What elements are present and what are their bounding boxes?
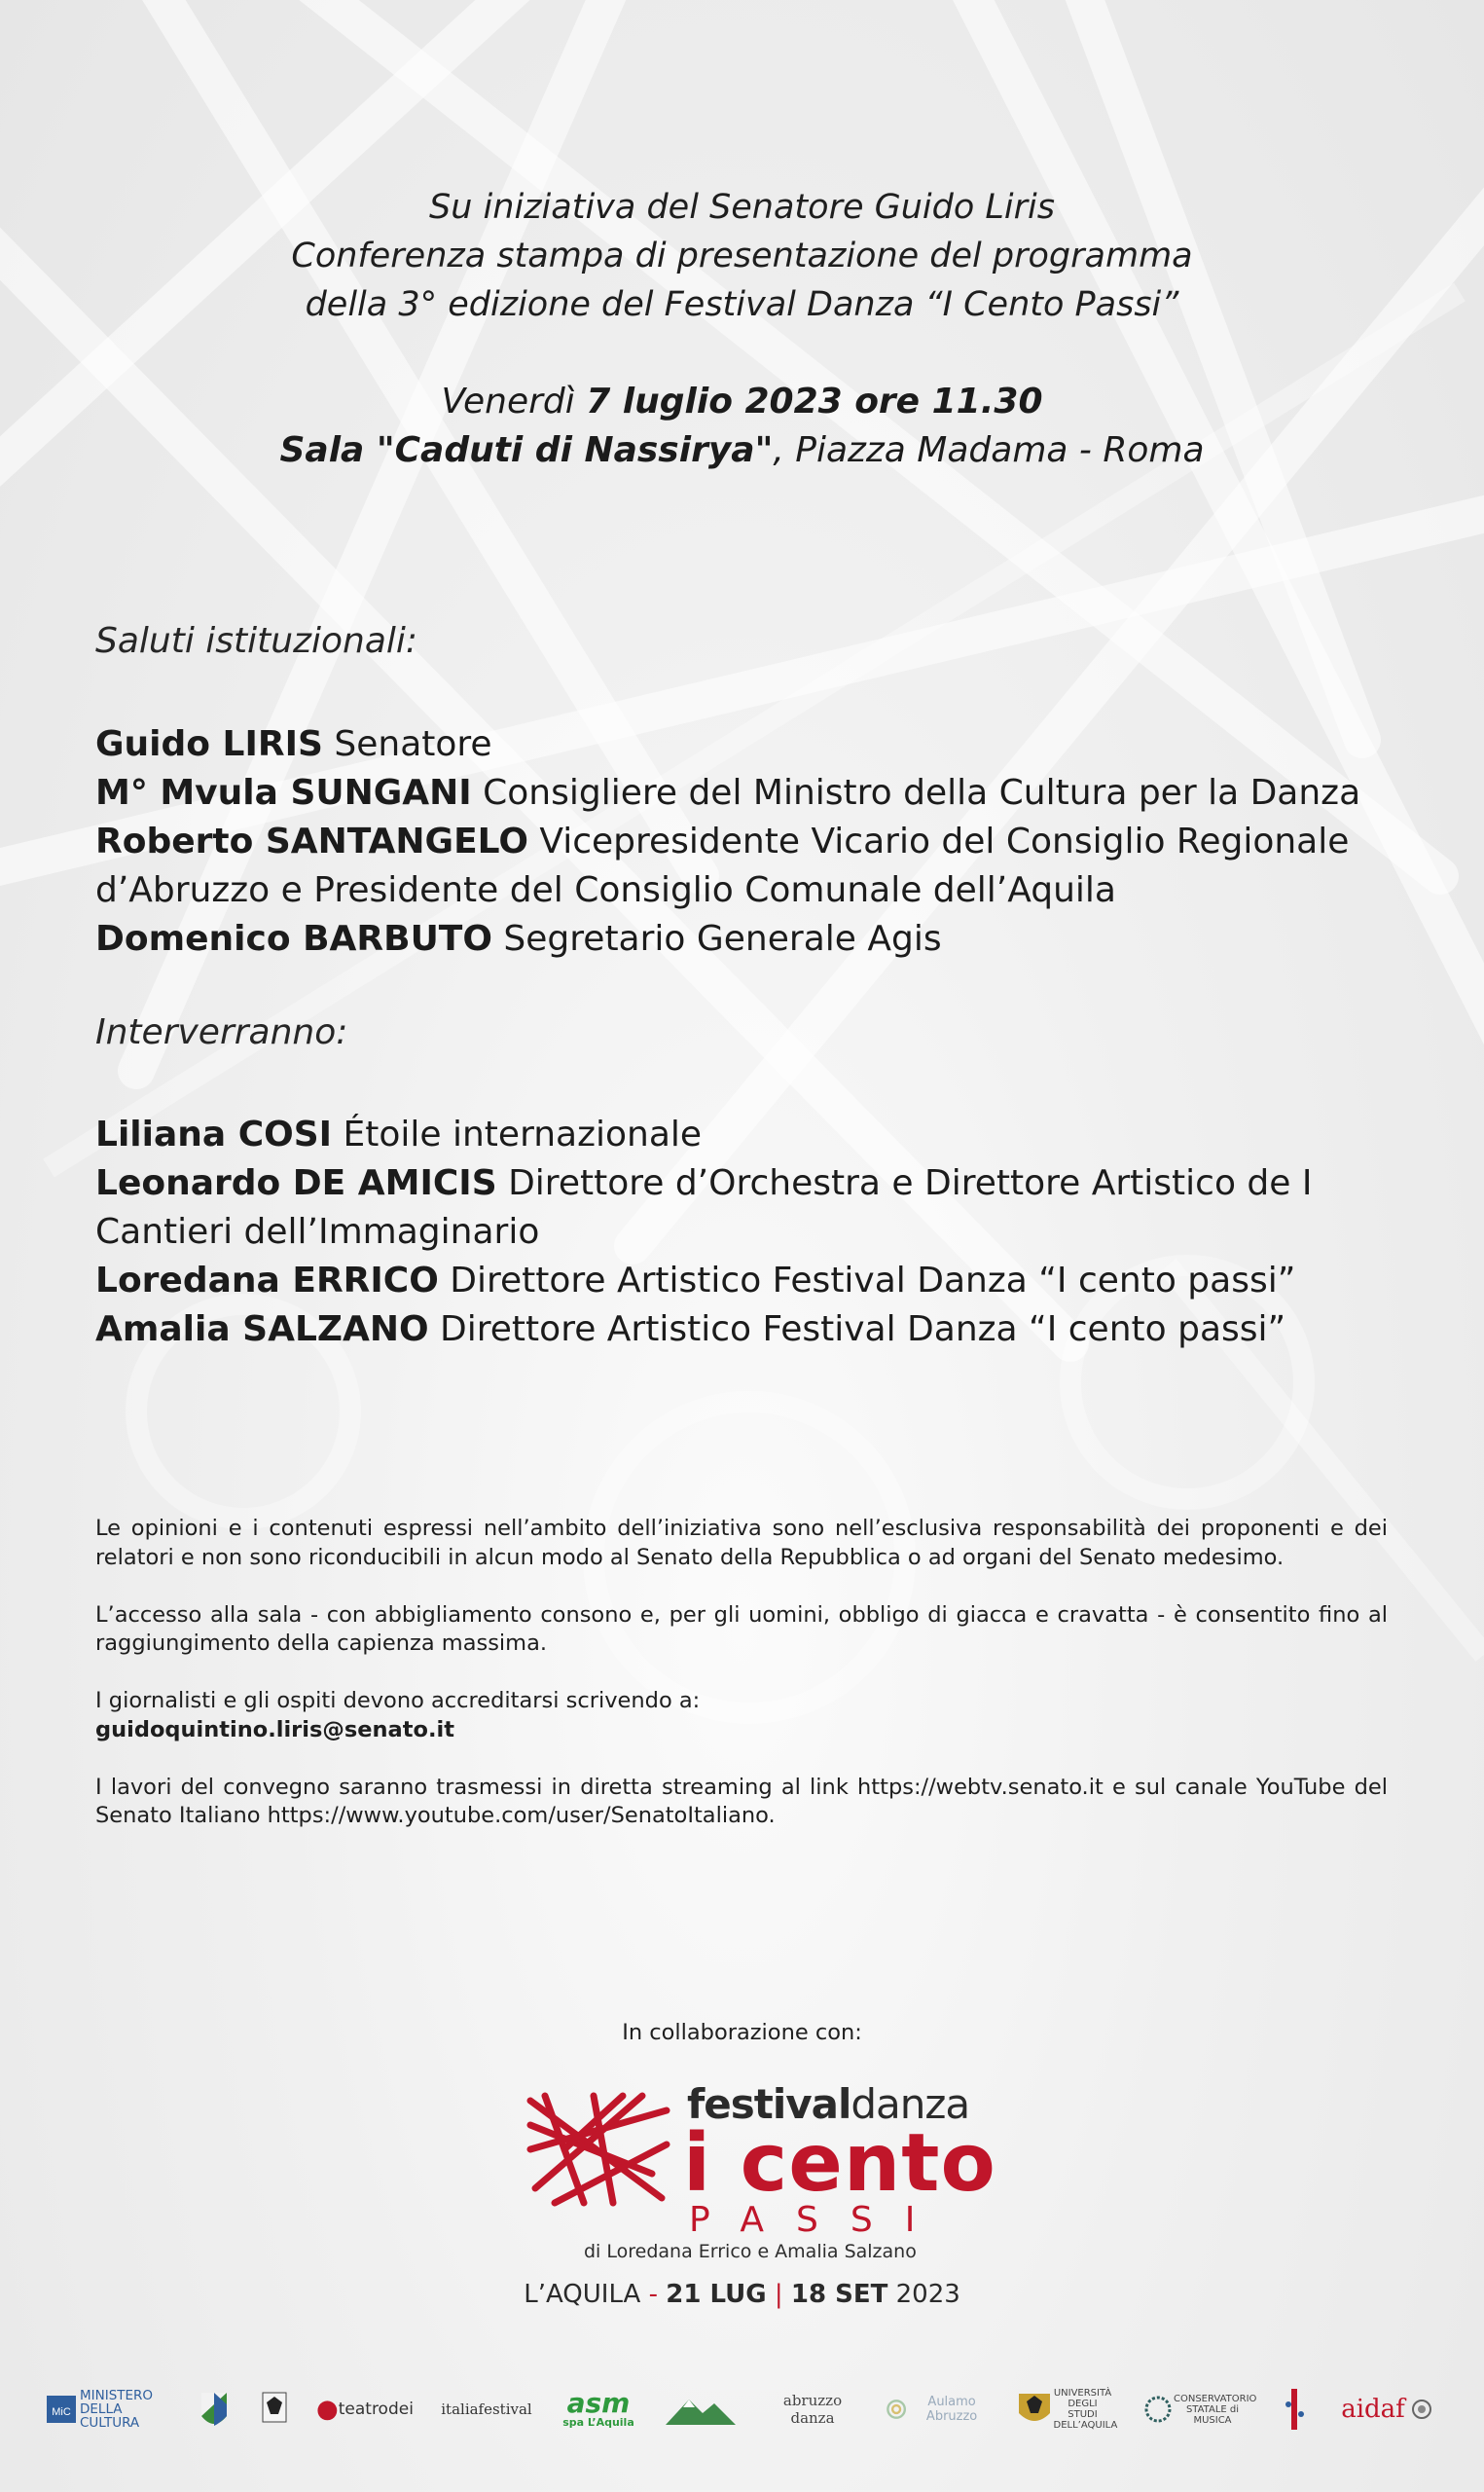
- event-day: Venerdì: [441, 382, 587, 421]
- conservatorio-icon: [1142, 2394, 1174, 2425]
- sponsor-asm: [555, 2375, 642, 2443]
- dates-city: L’AQUILA: [524, 2280, 641, 2309]
- wordmark-icento: i cento: [683, 2117, 996, 2210]
- person-name: Amalia SALZANO: [95, 1309, 429, 1349]
- person-name: Domenico BARBUTO: [95, 919, 492, 959]
- dates-start: 21 LUG: [666, 2280, 767, 2309]
- speaker-person: [95, 1159, 1321, 1257]
- aulamo-swirl-icon: [886, 2396, 907, 2423]
- festival-logo-mark-icon: [525, 2091, 671, 2208]
- mic-text-2: DELLA: [80, 2401, 123, 2417]
- univaq-text: UNIVERSITÀ DEGLI STUDI DELL’AQUILA: [1053, 2388, 1118, 2431]
- person-name: Liliana COSI: [95, 1115, 333, 1154]
- collaboration-label: In collaborazione con:: [622, 2020, 862, 2045]
- ime-logo-icon: [1280, 2385, 1309, 2434]
- dates-end: 18 SET: [790, 2280, 888, 2309]
- speaker-person: [95, 1257, 1321, 1305]
- dates-separator: |: [766, 2280, 791, 2309]
- asm-subtext: spa L’Aquila: [562, 2415, 634, 2429]
- teatrodei-text: teatrodei: [338, 2400, 414, 2419]
- event-datetime: 7 luglio 2023 ore 11.30: [586, 382, 1043, 421]
- access-text: L’accesso alla sala - con abbigliamento consono e, per gli uomini, obbligo di giacca e cravatta - è consentito fino al raggiungimento della capienza massima.: [95, 1601, 1388, 1656]
- aquila-crest-icon: [259, 2387, 290, 2432]
- intro-block: [0, 183, 1484, 329]
- sponsor-regione-abruzzo: [195, 2375, 234, 2443]
- person-role: Direttore Artistico Festival Danza “I cento passi”: [438, 1261, 1296, 1301]
- greeting-person: [95, 915, 1399, 964]
- sponsor-abruzzo-danza: abruzzo danza: [782, 2392, 843, 2427]
- event-venue-line: [0, 426, 1484, 475]
- sponsor-aulamo: [886, 2375, 993, 2443]
- asm-text: asm: [566, 2386, 631, 2419]
- greetings-list: [95, 720, 1399, 964]
- person-role: Segretario Generale Agis: [491, 919, 942, 959]
- sponsor-aidaf: [1333, 2375, 1440, 2443]
- aidaf-text: aidaf: [1341, 2395, 1405, 2424]
- event-date-line: [0, 378, 1484, 426]
- intro-line-2: Conferenza stampa di presentazione del programma: [291, 237, 1193, 275]
- intro-line-1: Su iniziativa del Senatore Guido Liris: [429, 188, 1055, 227]
- wordmark-festival: festival: [687, 2080, 851, 2128]
- person-role: Vicepresidente Vicario del Consiglio Regionale d’Abruzzo e Presidente del Consiglio Comunale dell’Aquila: [95, 822, 1350, 910]
- mic-text-3: CULTURA: [80, 2415, 140, 2431]
- wordmark-danza: danza: [851, 2080, 970, 2128]
- event-venue: Sala "Caduti di Nassirya": [279, 430, 774, 470]
- wordmark-passi: PASSI: [689, 2200, 948, 2240]
- event-details: [0, 378, 1484, 475]
- greeting-person: [95, 818, 1399, 915]
- dates-year: 2023: [887, 2280, 960, 2309]
- accreditation-block: [95, 1687, 1388, 1744]
- mountains-icon: [664, 2390, 738, 2429]
- person-role: Consigliere del Ministro della Cultura per la Danza: [471, 773, 1361, 813]
- accreditation-email-link[interactable]: guidoquintino.liris@senato.it: [95, 1716, 454, 1742]
- person-role: Étoile internazionale: [332, 1115, 703, 1154]
- sponsor-logos-bar: [39, 2375, 1445, 2443]
- svg-text:MiC: MiC: [52, 2406, 71, 2418]
- sponsor-comune-aquila: [255, 2375, 294, 2443]
- sponsor-ime: [1270, 2375, 1319, 2443]
- festival-byline: di Loredana Errico e Amalia Salzano: [584, 2241, 917, 2262]
- sponsor-ministero-cultura: [47, 2375, 173, 2443]
- univaq-eagle-icon: [1015, 2388, 1054, 2431]
- intro-line-3: della 3° edizione del Festival Danza “I Cento Passi”: [305, 285, 1179, 324]
- person-role: Direttore d’Orchestra e Direttore Artistico de I Cantieri dell’Immaginario: [95, 1163, 1313, 1252]
- aulamo-text: Aulamo Abruzzo: [925, 2395, 978, 2424]
- sponsor-mountain-logo: [662, 2375, 740, 2443]
- event-location: , Piazza Madama - Roma: [773, 430, 1205, 470]
- conservatorio-text: CONSERVATORIO STATALE di MUSICA: [1174, 2393, 1257, 2426]
- disclaimer-text: Le opinioni e i contenuti espressi nell’ambito dell’iniziativa sono nell’esclusiva responsabilità dei proponenti e dei relatori e non sono riconducibili in alcun modo al Senato della Repubblica o ad organi del Senato medesimo.: [95, 1516, 1388, 1570]
- dates-separator: -: [640, 2280, 667, 2309]
- greeting-person: [95, 769, 1399, 818]
- sponsor-univaq: [1012, 2375, 1118, 2443]
- festival-logo-text: [683, 2080, 996, 2240]
- speaker-person: [95, 1111, 1321, 1159]
- festival-dates: [0, 2280, 1484, 2309]
- speakers-title: Interverranno:: [95, 1012, 348, 1052]
- person-name: Loredana ERRICO: [95, 1261, 439, 1301]
- greeting-person: [95, 720, 1399, 769]
- speakers-list: [95, 1111, 1321, 1354]
- person-name: Guido LIRIS: [95, 724, 323, 764]
- mic-text-1: MINISTERO: [80, 2388, 154, 2403]
- person-name: Roberto SANTANGELO: [95, 822, 528, 861]
- mic-logo-icon: [47, 2392, 76, 2427]
- aidaf-seal-icon: [1411, 2399, 1432, 2420]
- speaker-person: [95, 1305, 1321, 1354]
- sponsor-conservatorio: [1139, 2375, 1255, 2443]
- teatrodei-mark-icon: ●: [316, 2395, 339, 2424]
- person-role: Direttore Artistico Festival Danza “I cento passi”: [428, 1309, 1286, 1349]
- streaming-text: I lavori del convegno saranno trasmessi in diretta streaming al link https://webtv.senato.it e sul canale YouTube del Senato Italiano https://www.youtube.com/user/SenatoItaliano.: [95, 1774, 1388, 1828]
- sponsor-teatrodei: [316, 2375, 414, 2443]
- sponsor-italiafestival: italiafestival: [441, 2400, 532, 2418]
- person-role: Senatore: [322, 724, 492, 764]
- person-name: M° Mvula SUNGANI: [95, 773, 472, 813]
- greetings-title: Saluti istituzionali:: [95, 621, 418, 661]
- abruzzo-shield-icon: [199, 2385, 229, 2434]
- notes-block: [95, 1515, 1388, 1859]
- person-name: Leonardo DE AMICIS: [95, 1163, 497, 1203]
- accreditation-text: I giornalisti e gli ospiti devono accreditarsi scrivendo a:: [95, 1688, 701, 1713]
